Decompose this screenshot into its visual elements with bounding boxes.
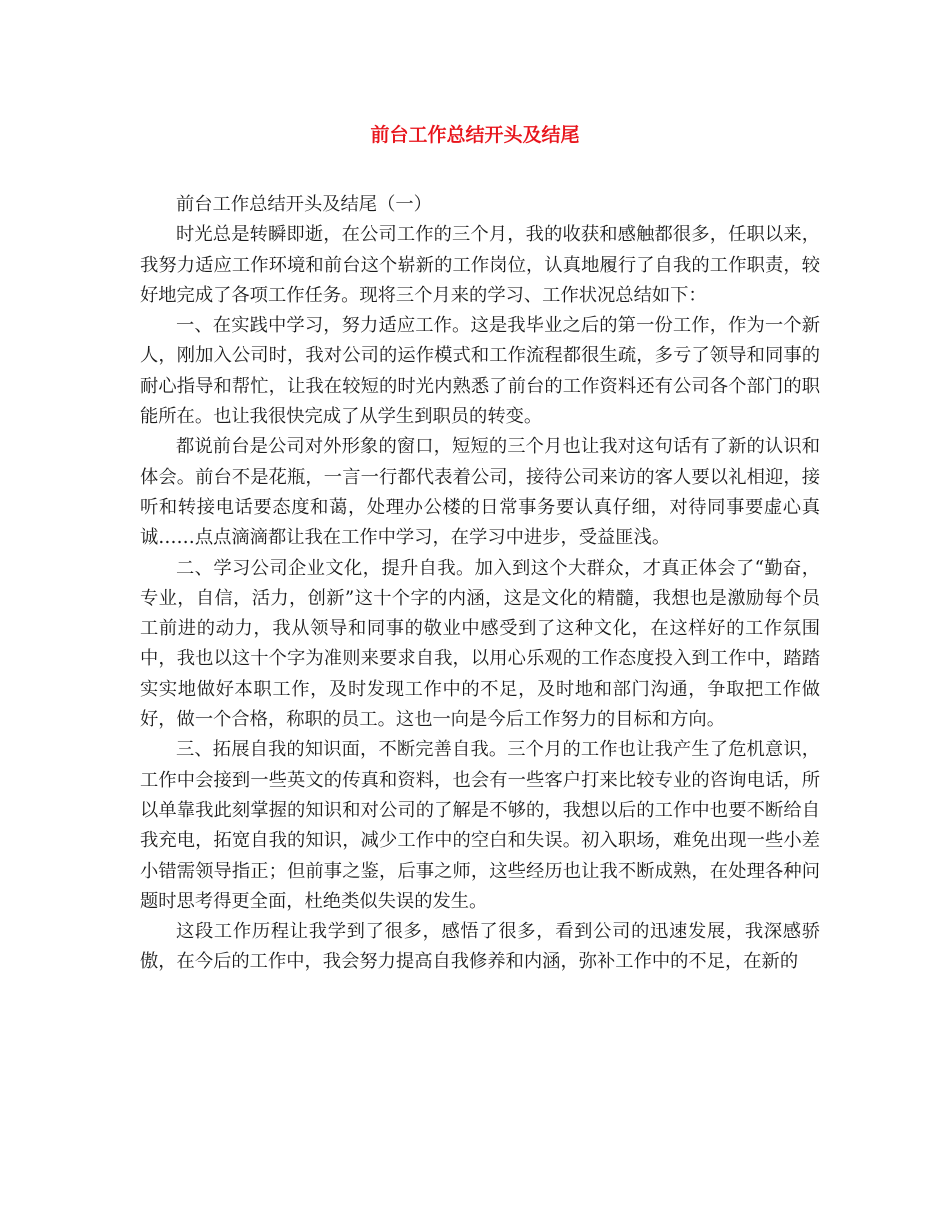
paragraph: 一、在实践中学习，努力适应工作。这是我毕业之后的第一份工作，作为一个新人，刚加入公司时，我对公司的运作模式和工作流程都很生疏，多亏了领导和同事的耐心指导和帮忙，让我在较短的时光内熟悉了前台的工作资料还有公司各个部门的职能所在。也让我很快完成了从学生到职员的转变。 bbox=[140, 315, 820, 428]
paragraph: 这段工作历程让我学到了很多，感悟了很多，看到公司的迅速发展，我深感骄傲，在今后的工作中，我会努力提高自我修养和内涵，弥补工作中的不足，在新的 bbox=[140, 921, 820, 973]
paragraph: 时光总是转瞬即逝，在公司工作的三个月，我的收获和感触都很多，任职以来，我努力适应工作环境和前台这个崭新的工作岗位，认真地履行了自我的工作职责，较好地完成了各项工作任务。现将三个月来的学习、工作状况总结如下： bbox=[140, 224, 820, 306]
section-subtitle: 前台工作总结开头及结尾（一） bbox=[176, 194, 432, 215]
paragraph: 都说前台是公司对外形象的窗口，短短的三个月也让我对这句话有了新的认识和体会。前台不是花瓶，一言一行都代表着公司，接待公司来访的客人要以礼相迎，接听和转接电话要态度和蔼，处理办公楼的日常事务要认真仔细，对待同事要虚心真诚……点点滴滴都让我在工作中学习，在学习中进步，受益匪浅。 bbox=[140, 436, 820, 549]
paragraph: 二、学习公司企业文化，提升自我。加入到这个大群众，才真正体会了“勤奋，专业，自信，活力，创新”这十个字的内涵，这是文化的精髓，我想也是激励每个员工前进的动力，我从领导和同事的敬业中感受到了这种文化，在这样好的工作氛围中，我也以这十个字为准则来要求自我，以用心乐观的工作态度投入到工作中，踏踏实实地做好本职工作，及时发现工作中的不足，及时地和部门沟通，争取把工作做好，做一个合格，称职的员工。这也一向是今后工作努力的目标和方向。 bbox=[140, 557, 820, 731]
document-body bbox=[140, 190, 820, 978]
paragraph: 三、拓展自我的知识面，不断完善自我。三个月的工作也让我产生了危机意识，工作中会接到一些英文的传真和资料，也会有一些客户打来比较专业的咨询电话，所以单靠我此刻掌握的知识和对公司的了解是不够的，我想以后的工作中也要不断给自我充电，拓宽自我的知识，减少工作中的空白和失误。初入职场，难免出现一些小差小错需领导指正；但前事之鉴，后事之师，这些经历也让我不断成熟，在处理各种问题时思考得更全面，杜绝类似失误的发生。 bbox=[140, 739, 820, 912]
document-title: 前台工作总结开头及结尾 bbox=[370, 124, 580, 146]
